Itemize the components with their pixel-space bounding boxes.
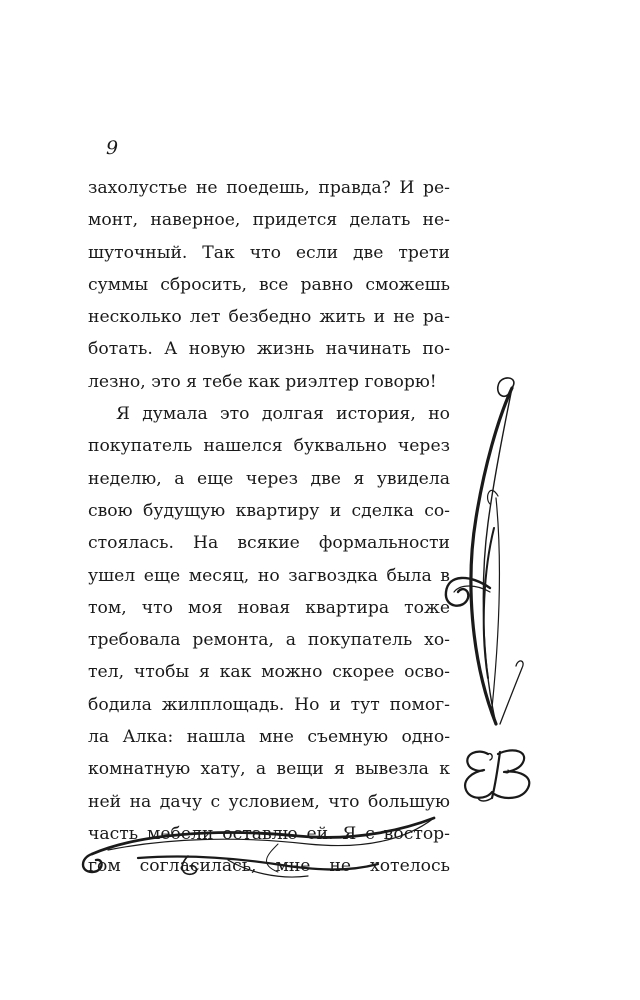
text-line: ла Алка: нашла мне съемную одно- bbox=[88, 727, 450, 748]
body-text bbox=[88, 172, 450, 883]
text-line: Я думала это долгая история, но bbox=[116, 404, 450, 425]
text-line: стоялась. На всякие формальности bbox=[88, 533, 450, 554]
monogram-ornament bbox=[458, 742, 538, 806]
text-line: лезно, это я тебе как риэлтер говорю! bbox=[88, 371, 437, 392]
text-line: ней на дачу с условием, что большую bbox=[88, 791, 450, 812]
text-line: ушел еще месяц, но загвоздка была в bbox=[88, 565, 450, 586]
text-line: гом согласилась, мне не хотелось bbox=[88, 856, 450, 877]
text-line: тел, чтобы я как можно скорее осво- bbox=[88, 662, 450, 683]
text-line: неделю, а еще через две я увидела bbox=[88, 468, 450, 489]
text-line: бодила жилплощадь. Но и тут помог- bbox=[88, 694, 450, 715]
text-line: захолустье не поедешь, правда? И ре- bbox=[88, 178, 450, 198]
page-number: 9 bbox=[106, 137, 119, 159]
text-line: суммы сбросить, все равно сможешь bbox=[88, 274, 450, 295]
text-line: комнатную хату, а вещи я вывезла к bbox=[88, 759, 450, 780]
text-line: ботать. А новую жизнь начинать по- bbox=[88, 339, 450, 360]
bottom-flourish-ornament bbox=[78, 814, 438, 886]
vertical-flourish-ornament bbox=[440, 378, 530, 738]
text-line: покупатель нашелся буквально через bbox=[88, 436, 450, 457]
text-line: несколько лет безбедно жить и не ра- bbox=[88, 307, 450, 328]
text-line: требовала ремонта, а покупатель хо- bbox=[88, 630, 450, 651]
text-line: свою будущую квартиру и сделка со- bbox=[88, 500, 450, 521]
text-line: шуточный. Так что если две трети bbox=[88, 242, 450, 263]
text-line: часть мебели оставлю ей. Я с востор- bbox=[88, 823, 450, 844]
text-line: монт, наверное, придется делать не- bbox=[88, 210, 450, 231]
text-line: том, что моя новая квартира тоже bbox=[88, 597, 450, 618]
